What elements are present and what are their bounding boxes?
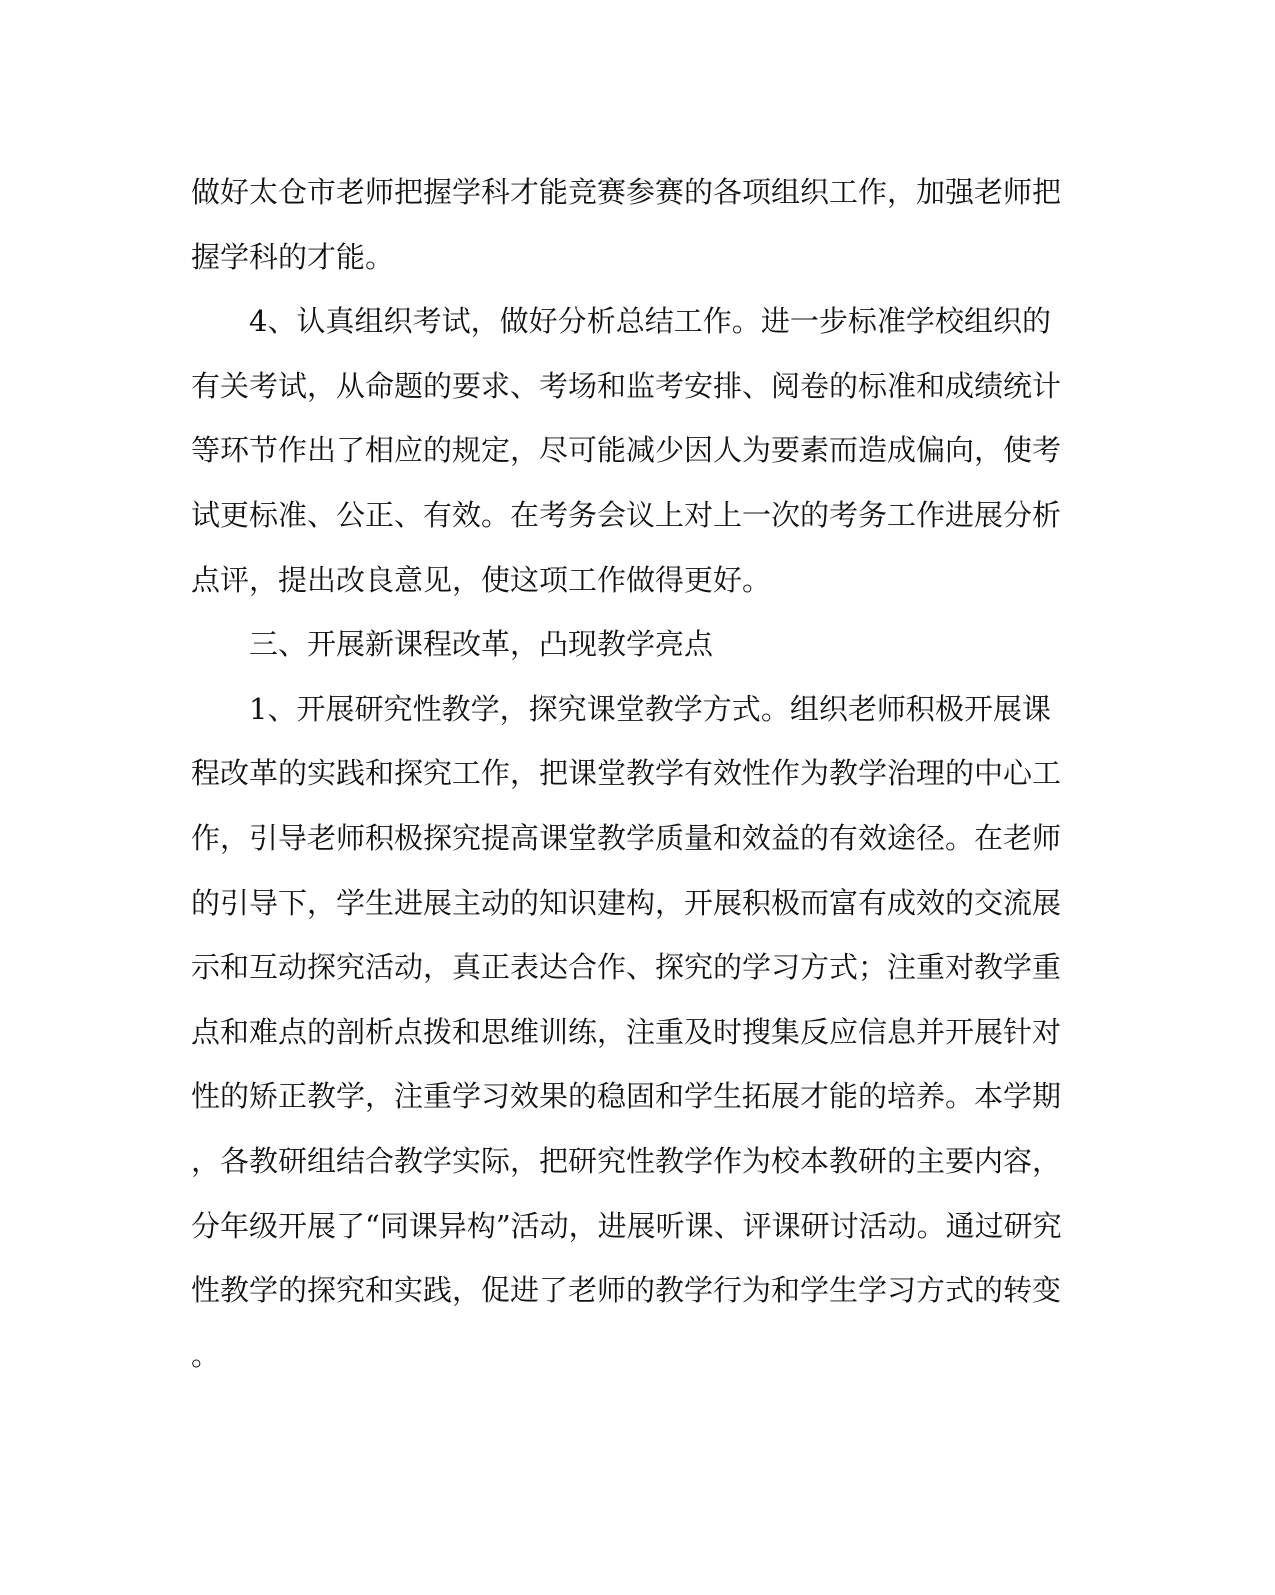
text-line: 作，引导老师积极探究提高课堂教学质量和效益的有效途径。在老师 (191, 820, 1062, 855)
text-line: 分年级开展了“同课异构”活动，进展听课、评课研讨活动。通过研究 (191, 1208, 1062, 1243)
text-line: 1、开展研究性教学，探究课堂教学方式。组织老师积极开展课 (249, 691, 1051, 726)
text-line: 。 (191, 1337, 221, 1372)
text-line: 有关考试，从命题的要求、考场和监考安排、阅卷的标准和成绩统计 (191, 368, 1062, 403)
text-line: 程改革的实践和探究工作，把课堂教学有效性作为教学治理的中心工 (191, 756, 1062, 791)
text-line: 性教学的探究和实践，促进了老师的教学行为和学生学习方式的转变 (191, 1273, 1062, 1308)
text-line: 等环节作出了相应的规定，尽可能减少因人为要素而造成偏向，使考 (191, 433, 1062, 468)
text-line: 4、认真组织考试，做好分析总结工作。进一步标准学校组织的 (249, 304, 1051, 339)
text-line: 性的矫正教学，注重学习效果的稳固和学生拓展才能的培养。本学期 (191, 1079, 1062, 1114)
text-line: 试更标准、公正、有效。在考务会议上对上一次的考务工作进展分析 (191, 497, 1062, 532)
section-heading: 三、开展新课程改革，凸现教学亮点 (249, 627, 714, 662)
text-line: 点评，提出改良意见，使这项工作做得更好。 (191, 562, 772, 597)
text-line: 握学科的才能。 (191, 239, 395, 274)
text-line: 示和互动探究活动，真正表达合作、探究的学习方式；注重对教学重 (191, 950, 1062, 985)
text-line: ，各教研组结合教学实际，把研究性教学作为校本教研的主要内容， (191, 1143, 1062, 1178)
body-text (191, 160, 1062, 1387)
text-line: 点和难点的剖析点拨和思维训练，注重及时搜集反应信息并开展针对 (191, 1014, 1062, 1049)
text-line: 的引导下，学生进展主动的知识建构，开展积极而富有成效的交流展 (191, 885, 1062, 920)
text-line: 做好太仓市老师把握学科才能竞赛参赛的各项组织工作，加强老师把 (191, 175, 1062, 209)
